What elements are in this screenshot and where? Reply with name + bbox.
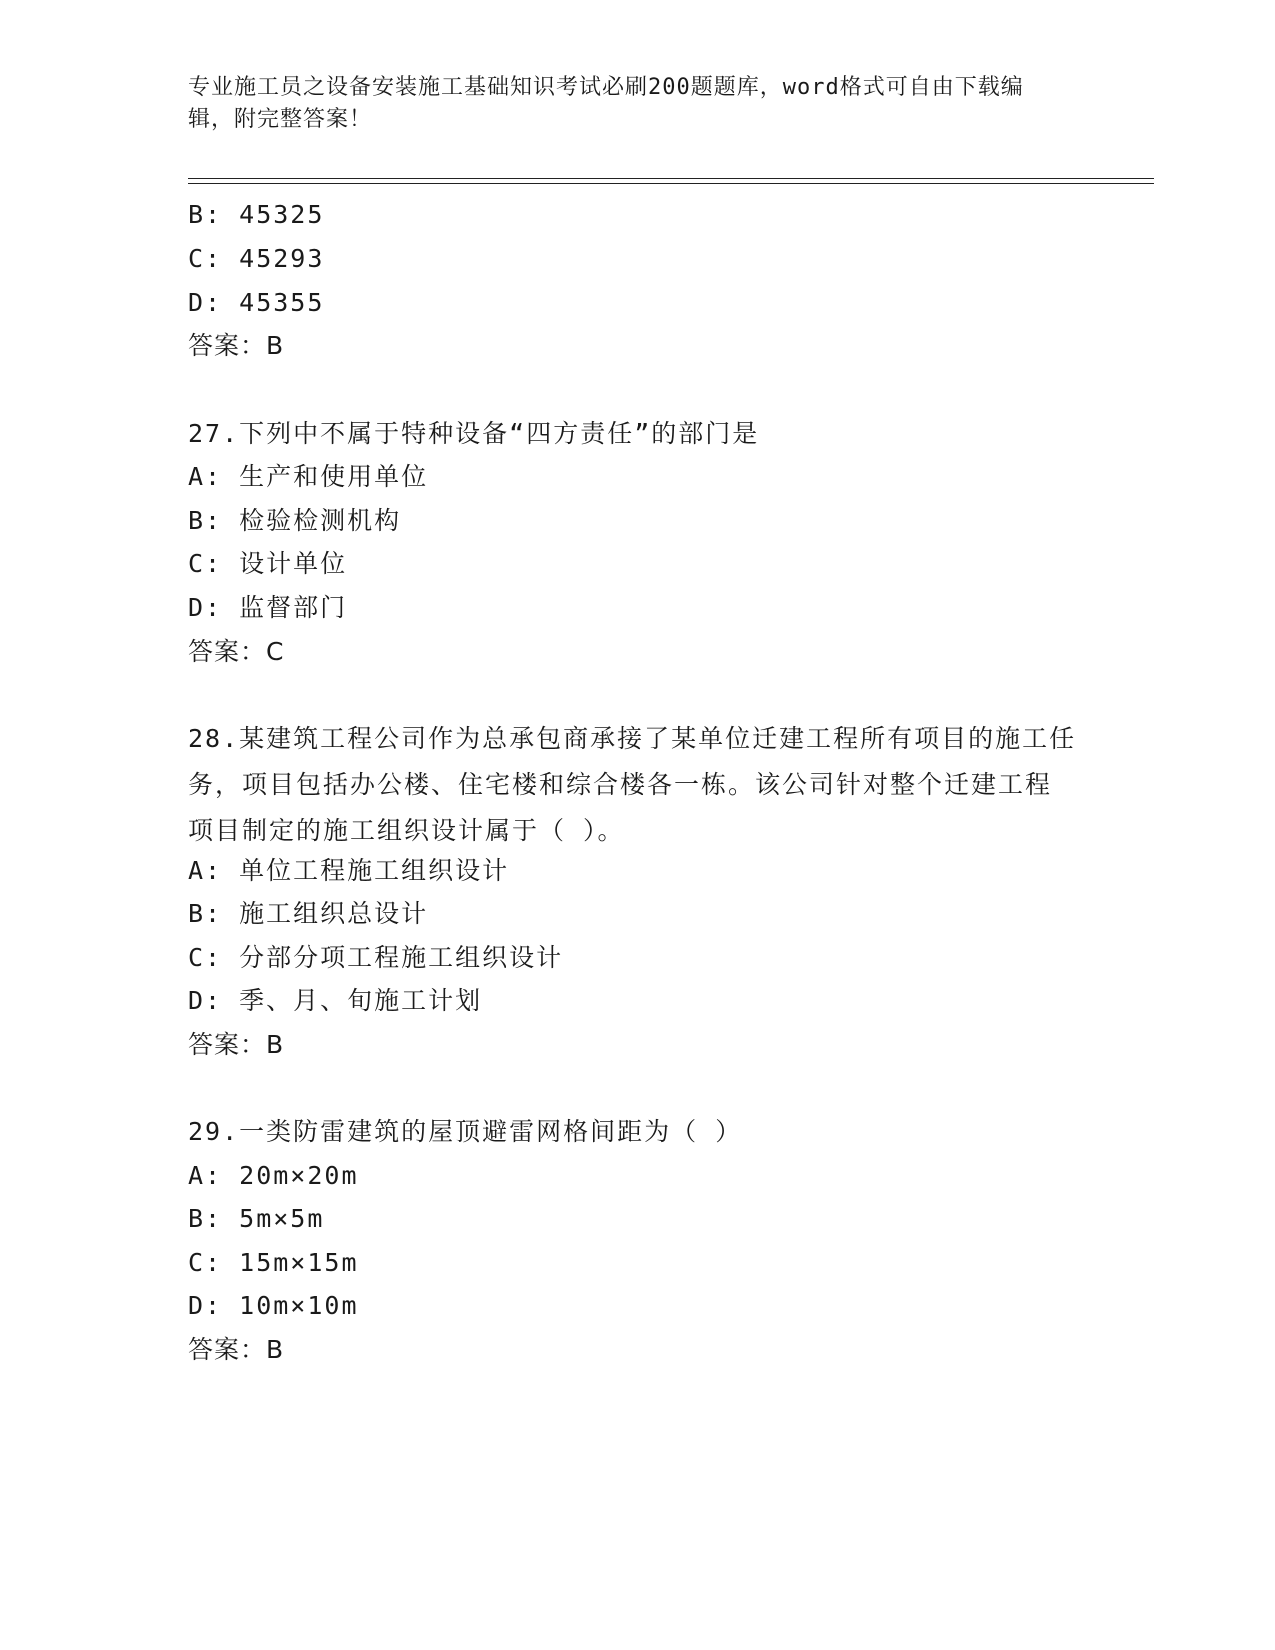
q29-option-b: B: 5m×5m: [188, 1204, 325, 1233]
q28-option-c: C: 分部分项工程施工组织设计: [188, 943, 564, 972]
document-header-title: 专业施工员之设备安装施工基础知识考试必刷200题题库，word格式可自由下载编辑，附完整答案！: [188, 75, 1024, 132]
q29-question: 29.一类防雷建筑的屋顶避雷网格间距为（ ）: [188, 1117, 743, 1146]
q26-option-b: B: 45325: [188, 200, 325, 229]
q27-option-a: A: 生产和使用单位: [188, 462, 429, 491]
q28-option-a: A: 单位工程施工组织设计: [188, 856, 510, 885]
q29-option-a: A: 20m×20m: [188, 1161, 359, 1190]
q27-question: 27.下列中不属于特种设备“四方责任”的部门是: [188, 419, 760, 448]
q27-option-c: C: 设计单位: [188, 549, 348, 578]
q26-option-d: D: 45355: [188, 288, 325, 317]
q26-option-c: C: 45293: [188, 244, 325, 273]
q29-answer: 答案：B: [188, 1335, 285, 1364]
header-divider-top: [188, 178, 1154, 179]
q28-question: 28.某建筑工程公司作为总承包商承接了某单位迁建工程所有项目的施工任务，项目包括办公楼、住宅楼和综合楼各一栋。该公司针对整个迁建工程项目制定的施工组织设计属于（ ）。: [188, 724, 1077, 845]
q28-answer: 答案：B: [188, 1030, 285, 1059]
q27-option-b: B: 检验检测机构: [188, 506, 402, 535]
q28-option-d: D: 季、月、旬施工计划: [188, 986, 483, 1015]
header-divider-bottom: [188, 183, 1154, 184]
q26-answer: 答案：B: [188, 331, 285, 360]
q27-option-d: D: 监督部门: [188, 593, 348, 622]
q28-option-b: B: 施工组织总设计: [188, 899, 429, 928]
q29-option-c: C: 15m×15m: [188, 1248, 359, 1277]
q27-answer: 答案：C: [188, 637, 285, 666]
q29-option-d: D: 10m×10m: [188, 1291, 359, 1320]
